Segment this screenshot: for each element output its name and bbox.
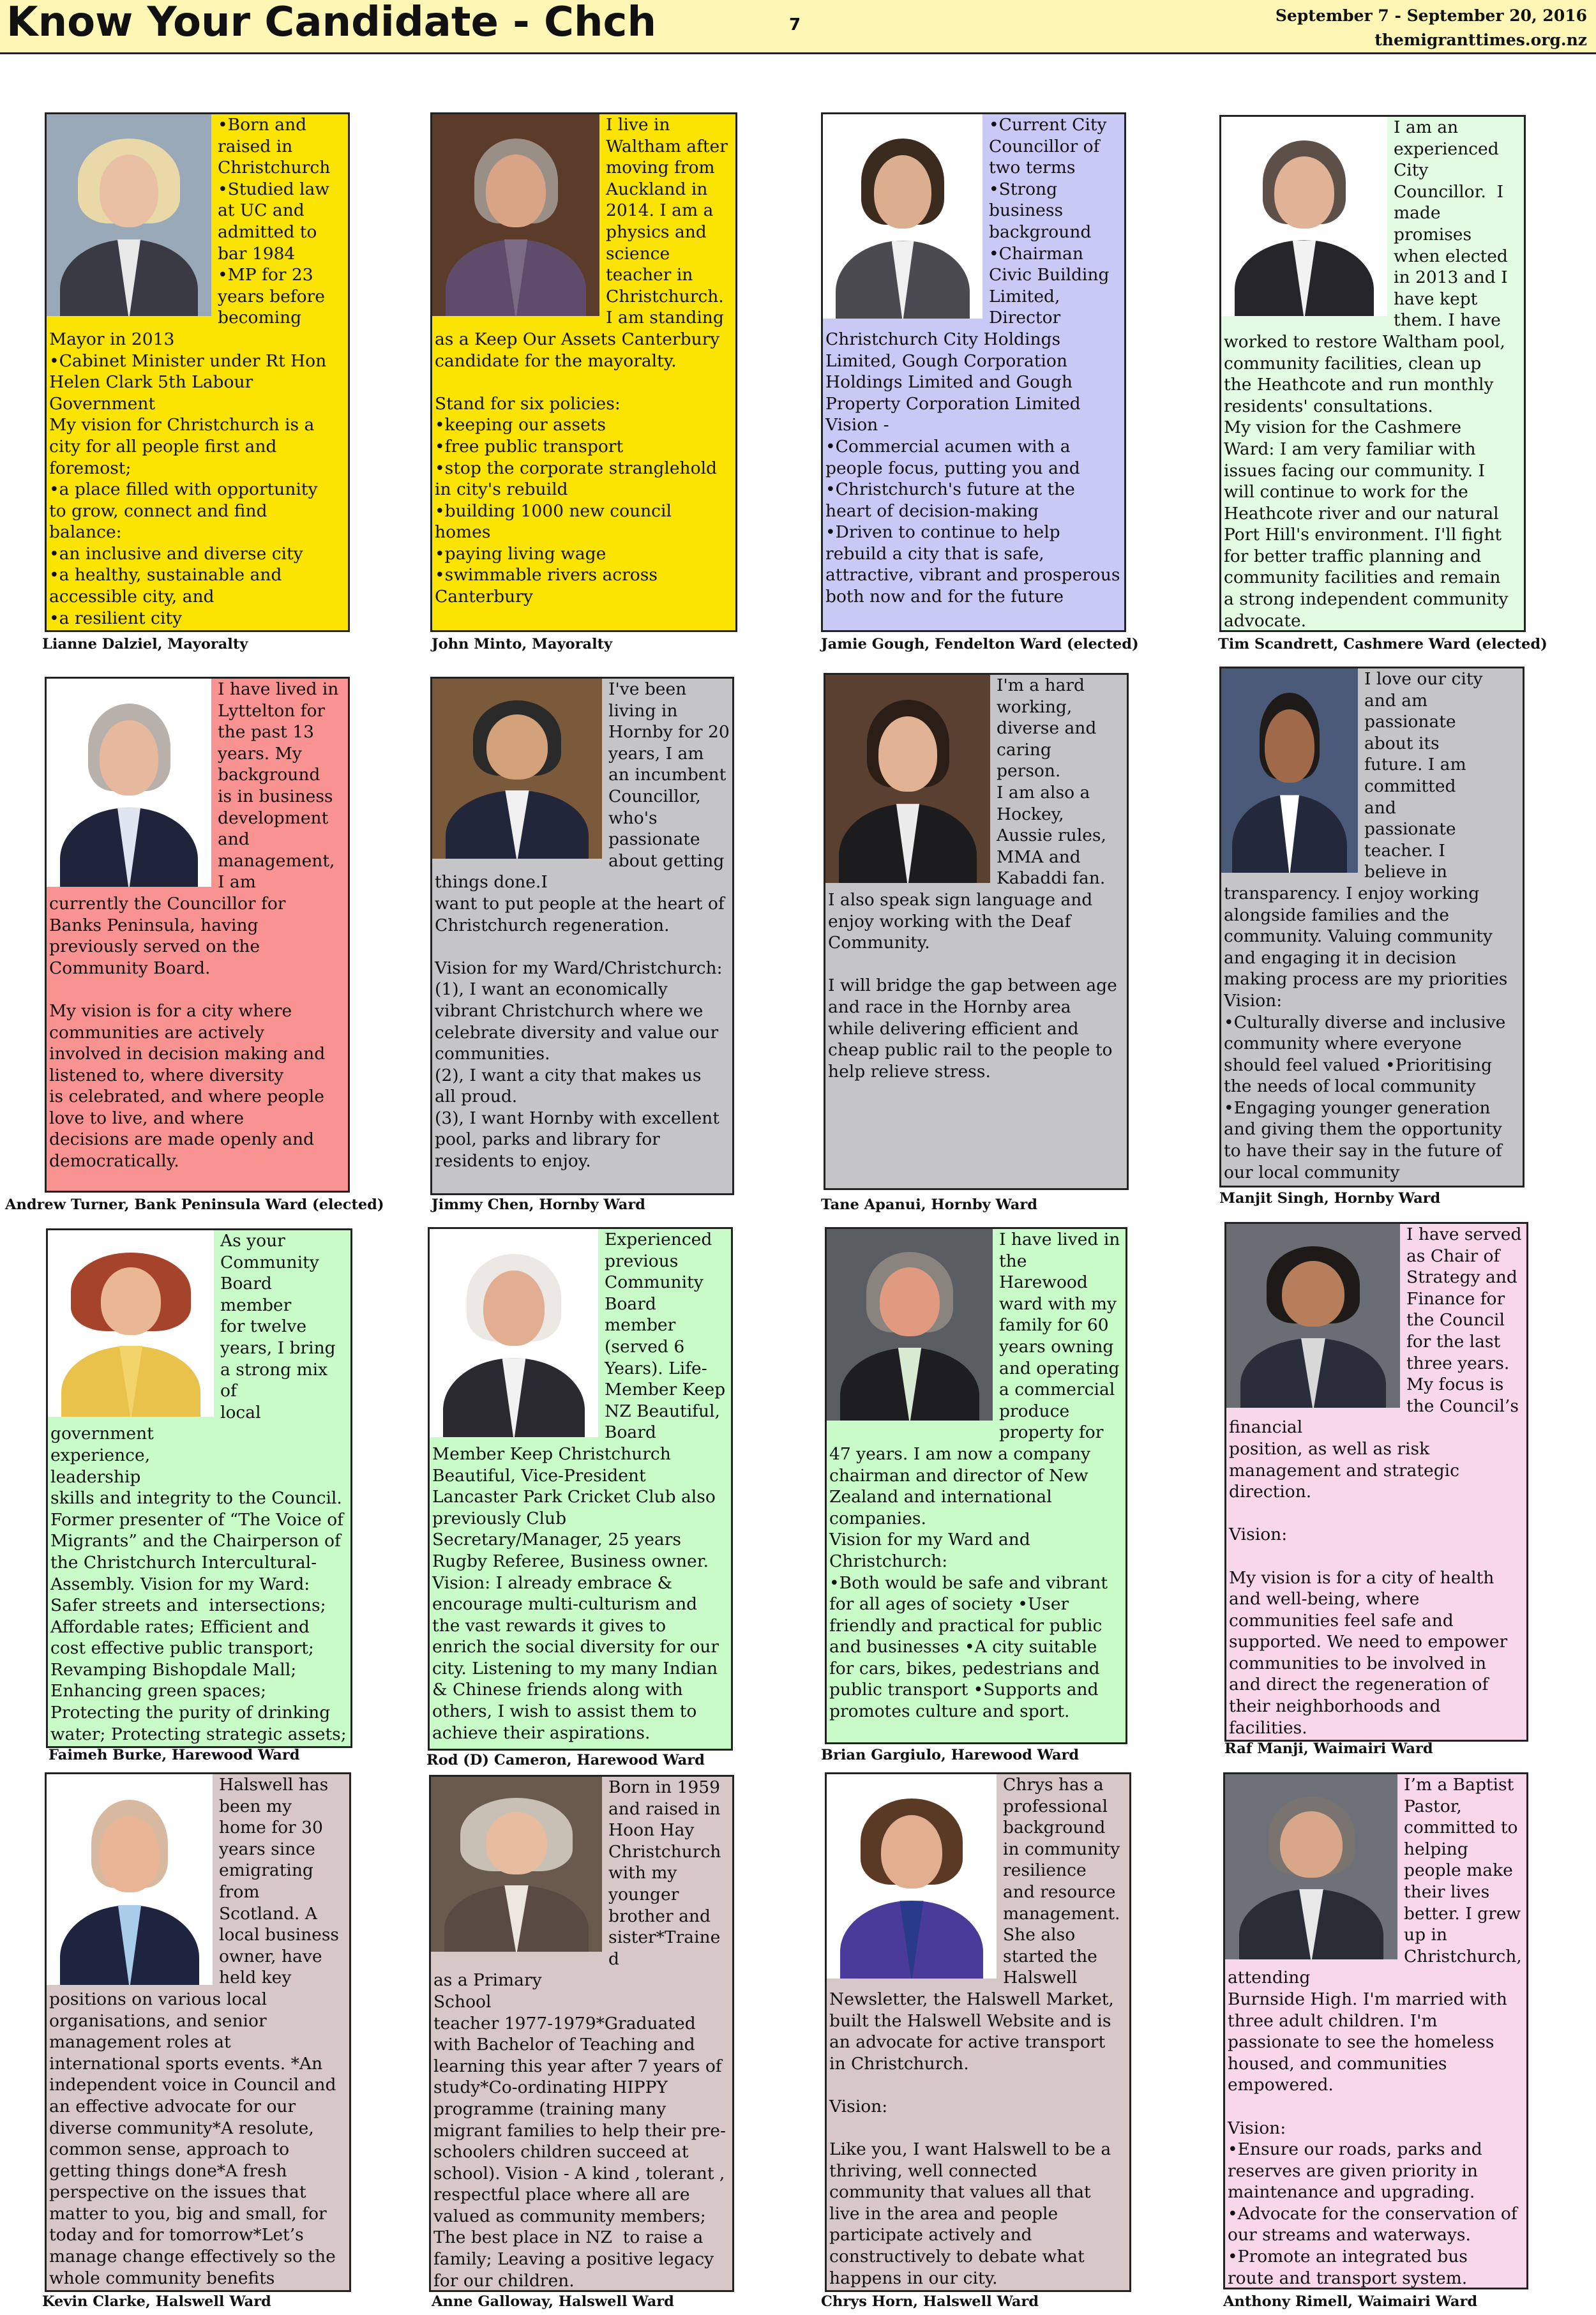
candidate-photo xyxy=(47,679,211,887)
candidate-card xyxy=(45,677,350,1193)
website-link[interactable]: themigranttimes.org.nz xyxy=(1374,31,1587,49)
candidate-caption: Jimmy Chen, Hornby Ward xyxy=(432,1196,645,1213)
candidate-caption: Kevin Clarke, Halswell Ward xyxy=(42,2293,271,2310)
candidate-caption: John Minto, Mayoralty xyxy=(432,636,613,652)
candidate-card xyxy=(45,112,350,632)
candidate-card xyxy=(1219,115,1526,632)
candidate-card xyxy=(1224,1222,1528,1742)
candidate-photo xyxy=(431,1777,602,1952)
candidate-bio: •Born and raised in Christchurch •Studied law at UC and admitted to bar 1984 •MP for 23 years before becoming Mayor in 2013 •Cabinet Minister under Rt Hon Helen Clark 5th Labour Government My vision for Christchurch is a city for all people first and foremost; •a place filled with opportunity to grow, connect and find balance: •an inclusive and diverse city •a healthy, sustainable and accessible city, and •a resilient city xyxy=(49,115,331,628)
candidate-photo xyxy=(1221,668,1358,873)
candidate-bio: Chrys has a professional background in community resilience and resource management. She also started the Halswell Newsletter, the Halswell Market, built the Halswell Website and is an advocate for active transport in Christchurch. Vision: Like you, I want Halswell to be a thriving, well connected community that values all that live in the area and people participate actively and constructively to debate what happens in our city. xyxy=(829,1775,1120,2288)
candidate-bio: Born in 1959 and raised in Hoon Hay Christchurch with my younger brother and sister*Trained as a Primary School teacher 1977-1979*Graduated with Bachelor of Teaching and learning this year after 7 years of study*Co-ordinating HIPPY programme (training many migrant families to help their pre- schoolers children succeed at school). Vision - A kind , tolerant , respectful place where all are valued as community members; The best place in NZ to raise a family; Leaving a positive legacy for our children. xyxy=(433,1777,726,2291)
candidate-bio: As your Community Board member for twelve years, I bring a strong mix of local government experience, leadership skills and integrity to the Council. Former presenter of “The Voice of Migrants” and the Chairperson of the Christchurch Intercultural- Assembly. Vision for my Ward: Safer streets and intersections; Affordable rates; Efficient and cost effective public transport; Revamping Bishopdale Mall; Enhancing green spaces; Protecting the purity of drinking water; Protecting strategic assets; xyxy=(50,1231,347,1744)
candidate-photo xyxy=(827,1229,993,1421)
candidate-caption: Tane Apanui, Hornby Ward xyxy=(821,1196,1037,1213)
candidate-photo xyxy=(823,114,982,319)
candidate-photo xyxy=(432,679,602,859)
page-number: 7 xyxy=(789,15,801,34)
candidate-card xyxy=(821,112,1126,632)
candidate-photo xyxy=(1221,117,1387,316)
candidate-card xyxy=(1223,1772,1528,2289)
candidate-bio: Experienced previous Community Board member (served 6 Years). Life- Member Keep NZ Beautiful, Board Member Keep Christchurch Beautiful, Vice-President Lancaster Park Cricket Club also previously Club Secretary/Manager, 25 years Rugby Referee, Business owner. Vision: I already embrace & encourage multi-culturism and the vast rewards it gives to enrich the social diversity for our city. Listening to my many Indian & Chinese friends along with others, I wish to assist them to achieve their aspirations. xyxy=(432,1230,726,1743)
candidate-photo xyxy=(47,114,211,316)
candidate-photo xyxy=(432,114,599,316)
candidate-caption: Faimeh Burke, Harewood Ward xyxy=(49,1747,300,1763)
candidate-card xyxy=(45,1772,351,2292)
candidate-caption: Jamie Gough, Fendelton Ward (elected) xyxy=(821,636,1139,652)
candidate-caption: Raf Manji, Waimairi Ward xyxy=(1224,1740,1433,1757)
issue-info xyxy=(1276,4,1587,52)
candidate-card xyxy=(46,1228,352,1748)
candidate-photo xyxy=(827,1774,997,1979)
candidate-card xyxy=(430,112,737,632)
issue-dates: September 7 - September 20, 2016 xyxy=(1275,6,1587,25)
candidate-bio: I'm a hard working, diverse and caring person. I am also a Hockey, Aussie rules, MMA and Kabaddi fan. I also speak sign language and enjoy working with the Deaf Community. I will bridge the gap between age and race in the Hornby area while delivering efficient and cheap public rail to the people to help relieve stress. xyxy=(828,675,1117,1082)
candidate-bio: I have lived in the Harewood ward with my family for 60 years owning and operating a commercial produce property for 47 years. I am now a company chairman and director of New Zealand and international companies. Vision for my Ward and Christchurch: •Both would be safe and vibrant for all ages of society •User friendly and practical for public and businesses •A city suitable for cars, bikes, pedestrians and public transport •Supports and promotes culture and sport. xyxy=(829,1230,1120,1722)
candidate-card xyxy=(428,1227,733,1751)
candidate-caption: Andrew Turner, Bank Peninsula Ward (elected) xyxy=(5,1196,384,1213)
candidate-card xyxy=(429,1775,734,2292)
candidate-caption: Manjit Singh, Hornby Ward xyxy=(1219,1190,1441,1207)
candidate-bio: I have lived in Lyttelton for the past 13 years. My background is in business development and management, I am currently the Councillor for Banks Peninsula, having previously served on the Community Board. My vision is for a city where communities are actively involved in decision making and listened to, where diversity is celebrated, and where people love to live, and where decisions are made openly and democratically. xyxy=(49,679,339,1172)
candidate-photo xyxy=(1225,1774,1397,1959)
candidate-bio: I've been living in Hornby for 20 years, I am an incumbent Councillor, who's passionate about getting things done.I want to put people at the heart of Christchurch regeneration. Vision for my Ward/Christchurch: (1), I want an economically vibrant Christchurch where we celebrate diversity and value our communities. (2), I want a city that makes us all proud. (3), I want Hornby with excellent pool, parks and library for residents to enjoy. xyxy=(435,679,730,1172)
candidate-photo xyxy=(1226,1224,1400,1408)
candidate-caption: Brian Gargiulo, Harewood Ward xyxy=(821,1747,1080,1763)
candidate-bio: I live in Waltham after moving from Auckland in 2014. I am a physics and science teacher in Christchurch. I am standing as a Keep Our Assets Canterbury candidate for the mayoralty. Stand for six policies: •keeping our assets •free public transport •stop the corporate stranglehold in city's rebuild •building 1000 new council homes •paying living wage •swimmable rivers across Canterbury xyxy=(435,115,728,607)
candidate-bio: •Current City Councillor of two terms •Strong business background •Chairman Civic Building Limited, Director Christchurch City Holdings Limited, Gough Corporation Holdings Limited and Gough Property Corporation Limited Vision - •Commercial acumen with a people focus, putting you and •Christchurch's future at the heart of decision-making •Driven to continue to help rebuild a city that is safe, attractive, vibrant and prosperous both now and for the future xyxy=(825,115,1120,607)
candidate-caption: Lianne Dalziel, Mayoralty xyxy=(42,636,248,652)
candidate-photo xyxy=(430,1229,598,1437)
candidate-caption: Anne Galloway, Halswell Ward xyxy=(432,2293,674,2310)
candidate-card xyxy=(1219,667,1524,1188)
candidate-caption: Tim Scandrett, Cashmere Ward (elected) xyxy=(1218,636,1547,652)
page-title: Know Your Candidate - Chch xyxy=(6,0,656,46)
candidate-photo xyxy=(48,1230,214,1417)
candidate-bio: I am an experienced City Councillor. I made promises when elected in 2013 and I have kept them. I have worked to restore Waltham pool, community facilities, clean up the Heathcote and run monthly residents' consultations. My vision for the Cashmere Ward: I am very familiar with issues facing our community. I will continue to work for the Heathcote river and our natural Port Hill's environment. I'll fight for better traffic planning and community facilities and remain a strong independent community advocate. xyxy=(1224,117,1509,631)
candidate-photo xyxy=(825,675,990,883)
candidate-card xyxy=(825,1772,1131,2292)
candidate-bio: I have served as Chair of Strategy and Finance for the Council for the last three years. My focus is the Council’s financial position, as well as risk management and strategic direction. Vision: My vision is for a city of health and well-being, where communities feel safe and supported. We need to empower communities to be involved in and direct the regeneration of their neighborhoods and facilities. xyxy=(1229,1225,1522,1738)
candidate-card xyxy=(824,673,1129,1190)
candidate-bio: I love our city and am passionate about its future. I am committed and passionate teacher. I believe in transparency. I enjoy working alongside families and the community. Valuing community and engaging it in decision making process are my priorities Vision: •Culturally diverse and inclusive community where everyone should feel valued •Prioritising the needs of local community •Engaging younger generation and giving them the opportunity to have their say in the future of our local community xyxy=(1224,669,1508,1182)
candidate-bio: I’m a Baptist Pastor, committed to helping people make their lives better. I grew up in Christchurch, attending Burnside High. I'm married with three adult children. I'm passionate to see the homeless housed, and communities empowered. Vision: •Ensure our roads, parks and reserves are given priority in maintenance and upgrading. •Advocate for the conservation of our streams and waterways. •Promote an integrated bus route and transport system. xyxy=(1228,1775,1522,2288)
candidate-caption: Anthony Rimell, Waimairi Ward xyxy=(1223,2293,1478,2310)
candidate-bio: Halswell has been my home for 30 years since emigrating from Scotland. A local business owner, have held key positions on various local organisations, and senior management roles at international sports events. *An independent voice in Council and an effective advocate for our diverse community*A resolute, common sense, approach to getting things done*A fresh perspective on the issues that matter to you, big and small, for today and for tomorrow*Let’s manage change effectively so the whole community benefits xyxy=(49,1775,340,2288)
candidate-caption: Rod (D) Cameron, Harewood Ward xyxy=(426,1752,705,1768)
page-header xyxy=(0,0,1596,54)
candidate-photo xyxy=(47,1774,213,1985)
candidate-caption: Chrys Horn, Halswell Ward xyxy=(821,2293,1039,2310)
candidate-card xyxy=(825,1227,1127,1744)
candidate-card xyxy=(430,677,734,1195)
